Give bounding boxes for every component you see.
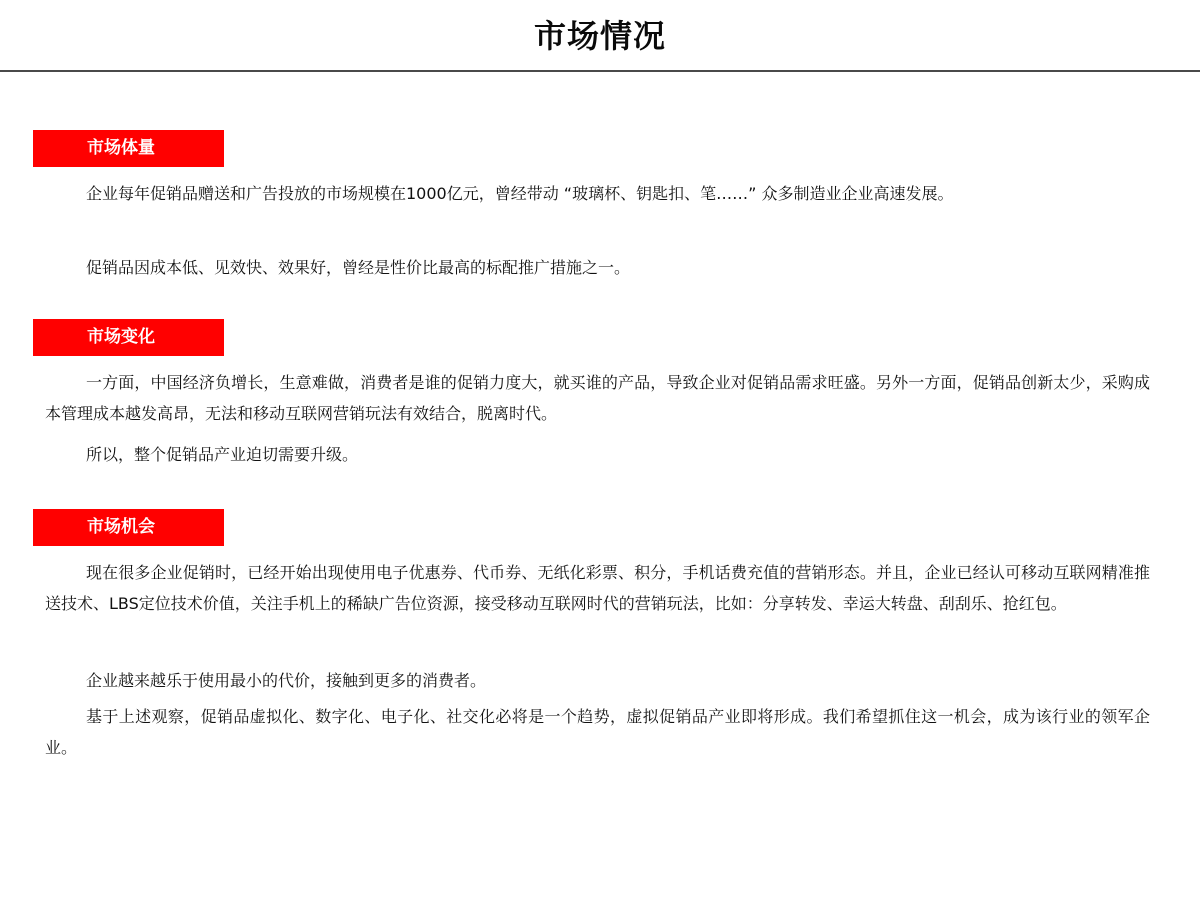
paragraph: 企业越来越乐于使用最小的代价，接触到更多的消费者。: [86, 671, 487, 690]
section-tag: 市场机会: [33, 509, 224, 546]
paragraph: 现在很多企业促销时，已经开始出现使用电子优惠券、代币券、无纸化彩票、积分，手机话费充值的营销形态。并且，企业已经认可移动互联网精准推送技术、LBS定位技术价值，关注手机上的稀缺广告位资源，接受移动互联网时代的营销玩法，比如：分享转发、幸运大转盘、刮刮乐、抢红包。: [45, 563, 1150, 613]
page-header: [0, 0, 1200, 72]
paragraph: 所以，整个促销品产业迫切需要升级。: [86, 445, 359, 464]
page-title: 市场情况: [533, 17, 666, 55]
paragraph: 企业每年促销品赠送和广告投放的市场规模在1000亿元，曾经带动 “玻璃杯、钥匙扣、笔……” 众多制造业企业高速发展。: [86, 184, 954, 203]
paragraph: 一方面，中国经济负增长，生意难做，消费者是谁的促销力度大，就买谁的产品，导致企业对促销品需求旺盛。另外一方面，促销品创新太少，采购成本管理成本越发高昂，无法和移动互联网营销玩法有效结合，脱离时代。: [45, 373, 1150, 423]
section-tag: 市场变化: [33, 319, 224, 356]
paragraph: 促销品因成本低、见效快、效果好，曾经是性价比最高的标配推广措施之一。: [86, 258, 631, 277]
section-tag: 市场体量: [33, 130, 224, 167]
paragraph: 基于上述观察，促销品虚拟化、数字化、电子化、社交化必将是一个趋势，虚拟促销品产业即将形成。我们希望抓住这一机会，成为该行业的领军企业。: [45, 707, 1150, 757]
